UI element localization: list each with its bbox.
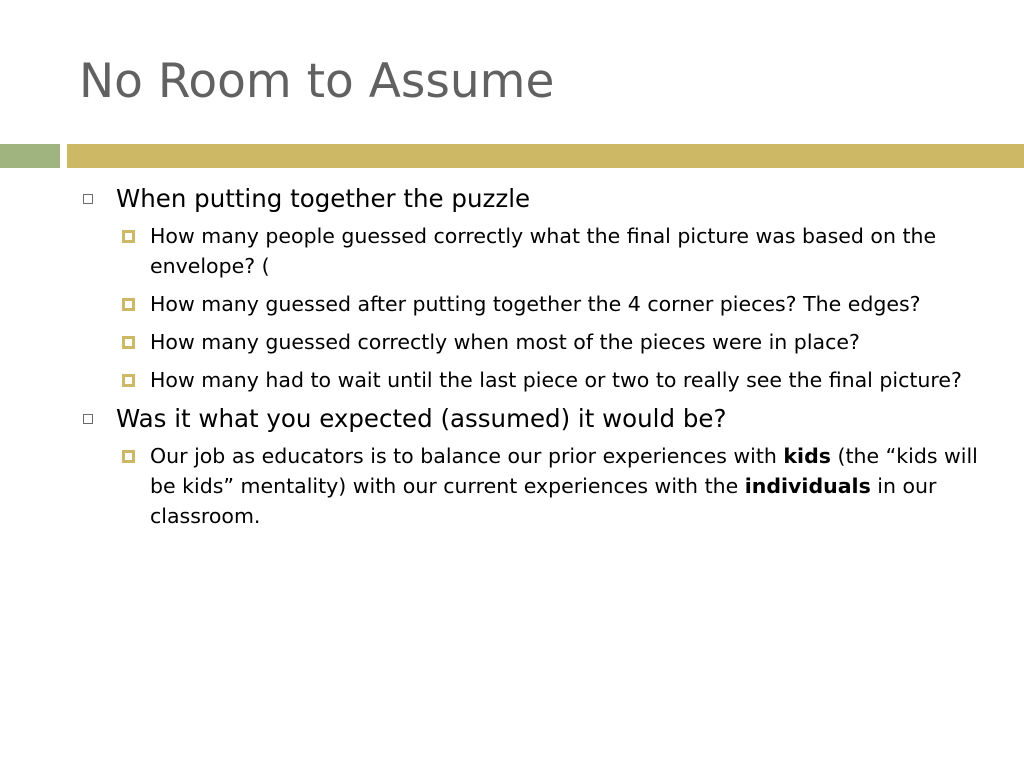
slide-title: No Room to Assume [79,54,555,109]
bold-text-run: kids [783,444,831,468]
bullet-level2 [80,289,980,319]
text-run: Our job as educators is to balance our prior experiences with [150,444,784,468]
bullet-text: Was it what you expected (assumed) it would be? [116,404,727,433]
text-run: (the “kids will be kids” mentality) with our current experiences with the [150,444,978,498]
accent-bar-left [0,144,60,168]
bullet-text: How many had to wait until the last piece or two to really see the final picture? [150,368,962,392]
bullet-text: How many people guessed correctly what the final picture was based on the envelope? ( [150,224,937,278]
accent-bar-main [67,144,1024,168]
square-bullet-icon [83,194,93,204]
bullet-level2 [80,327,980,357]
bullet-text-rich [150,441,980,531]
bullet-level2 [80,365,980,395]
bullet-level2 [80,221,980,281]
square-bullet-icon [122,230,135,243]
square-bullet-icon [122,450,135,463]
square-bullet-icon [122,298,135,311]
text-run: in our classroom. [150,474,937,528]
bullet-text: When putting together the puzzle [116,184,531,213]
bullet-level1 [80,403,980,435]
slide-body [80,183,980,539]
bullet-text: How many guessed after putting together the 4 corner pieces? The edges? [150,292,921,316]
bold-text-run: individuals [744,474,871,498]
bullet-level1 [80,183,980,215]
square-bullet-icon [122,374,135,387]
square-bullet-icon [122,336,135,349]
bullet-text: How many guessed correctly when most of the pieces were in place? [150,330,860,354]
square-bullet-icon [83,414,93,424]
bullet-level2 [80,441,980,531]
